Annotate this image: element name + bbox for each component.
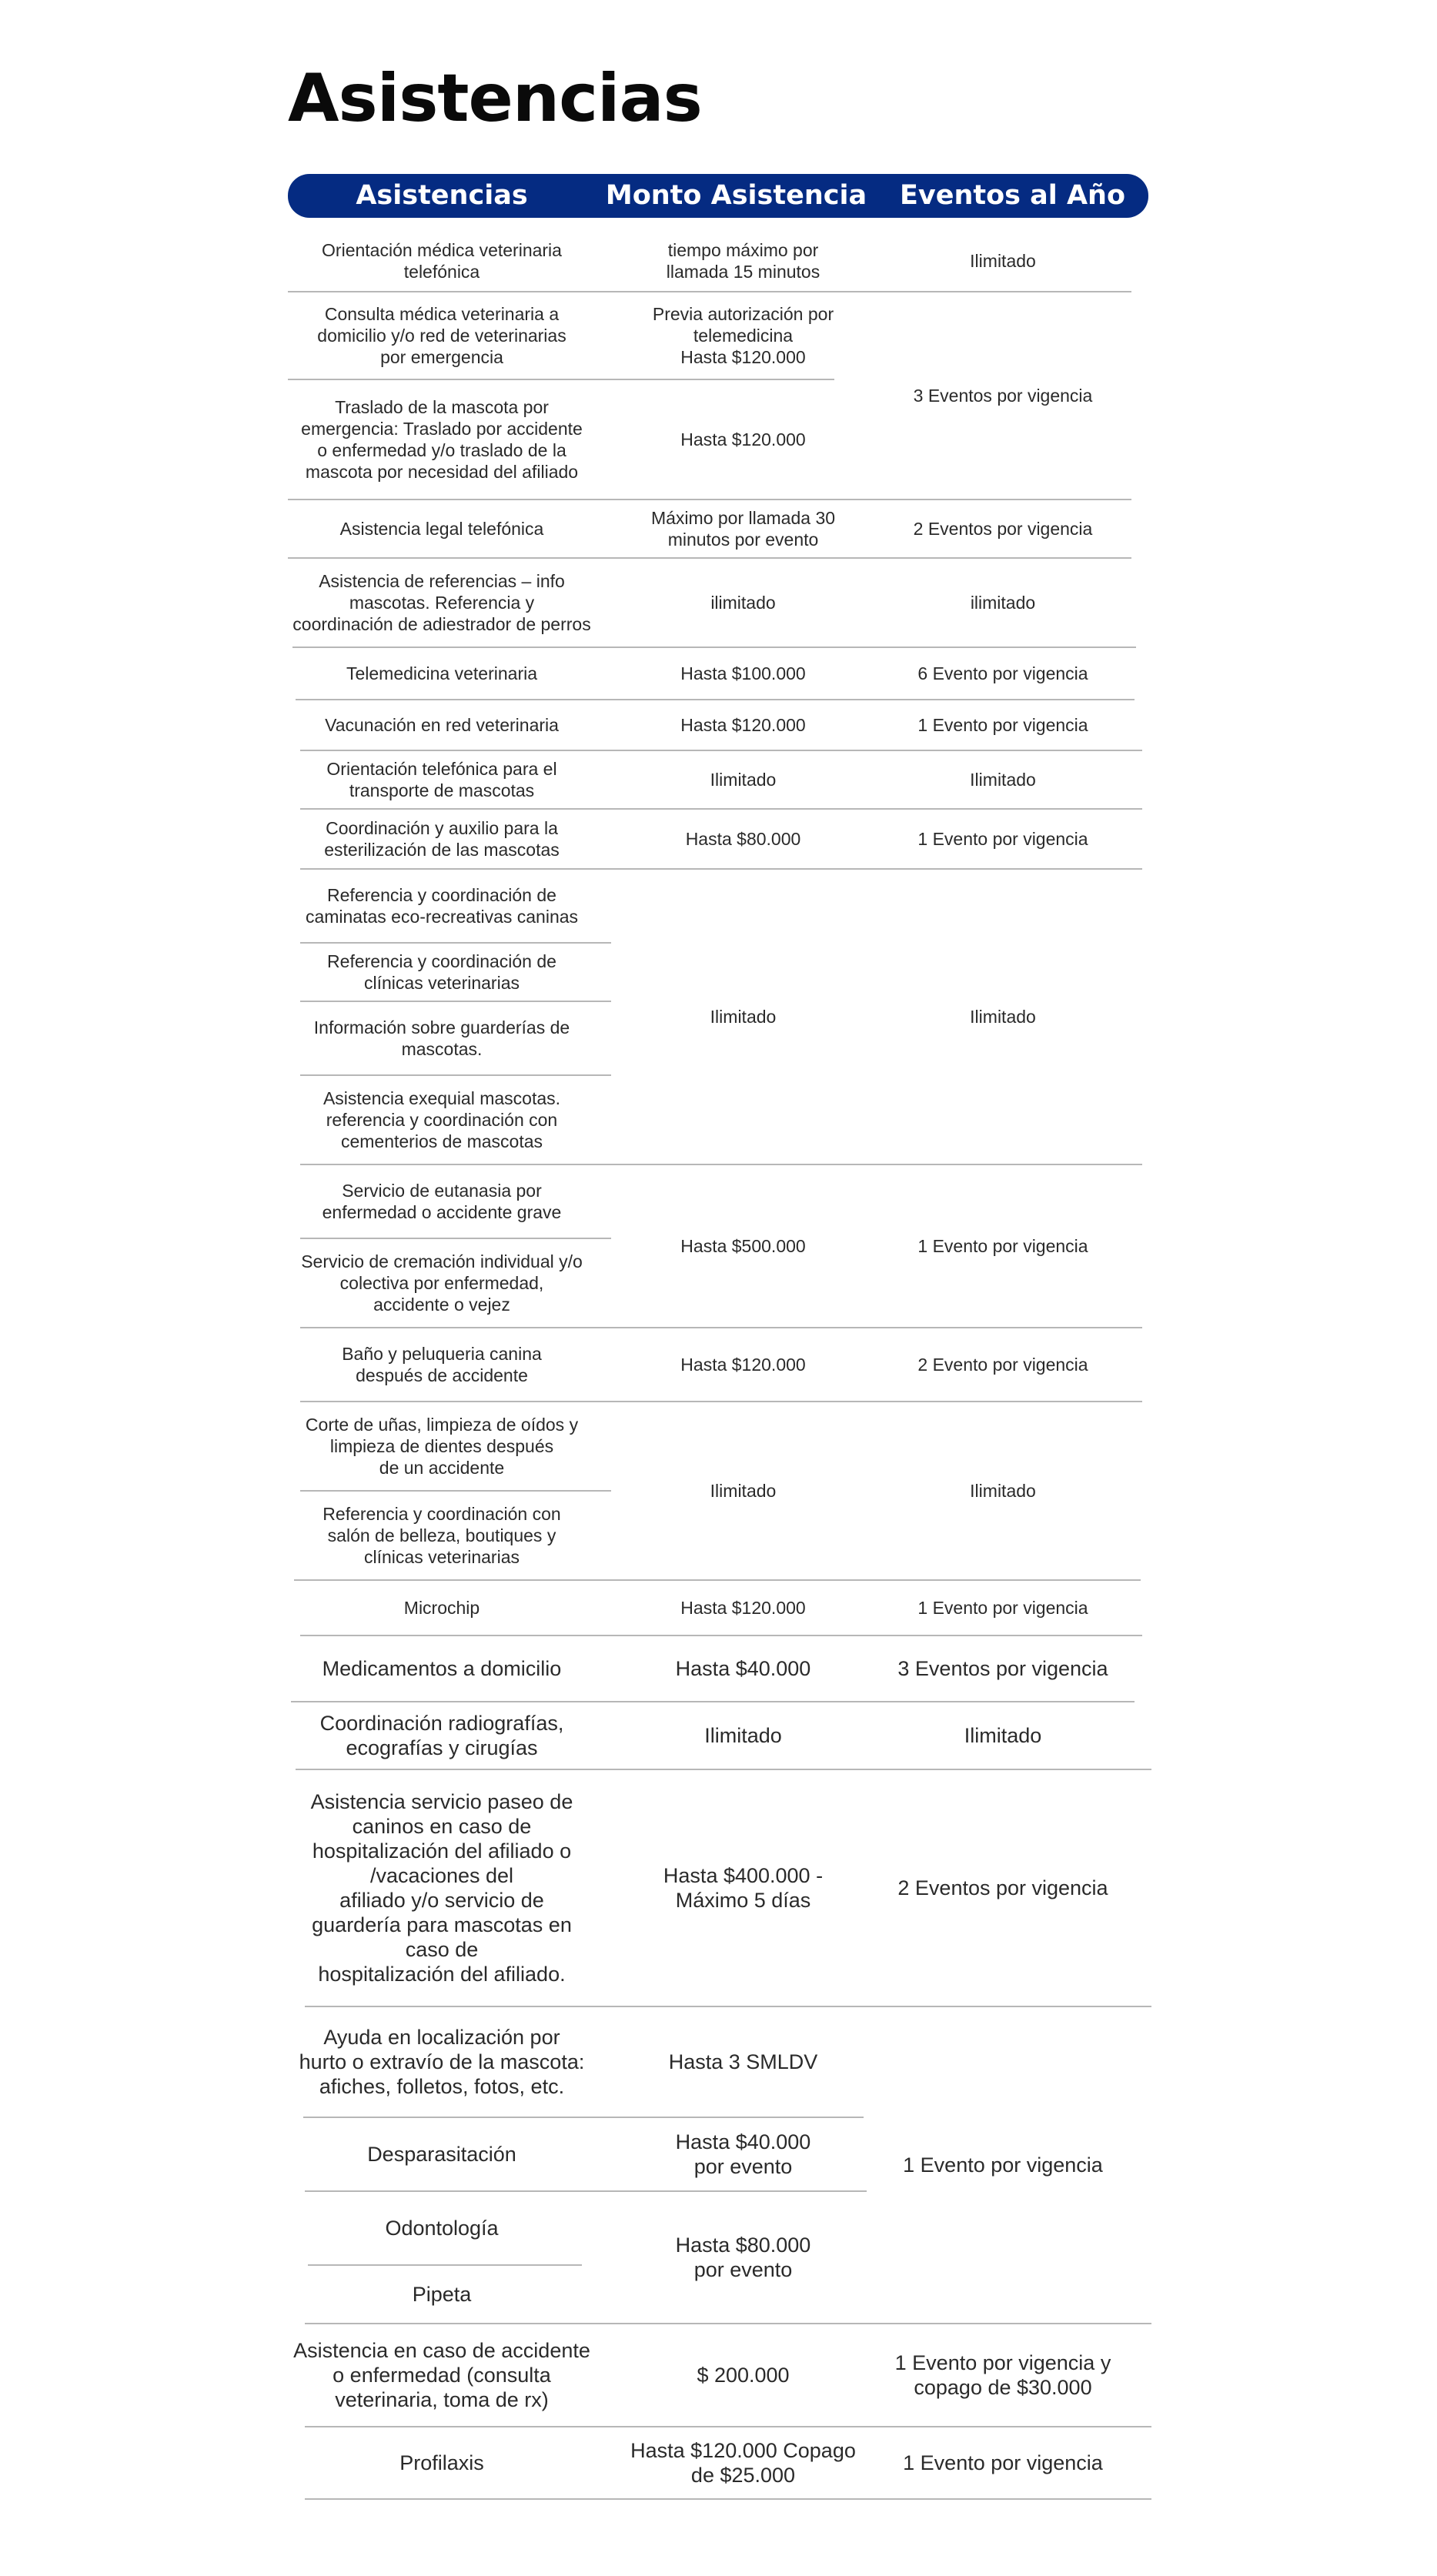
row-21-eventos: Ilimitado <box>964 1724 1042 1747</box>
row-7-asistencia: Vacunación en red veterinaria <box>325 715 559 735</box>
row-2-eventos: 3 Eventos por vigencia <box>913 386 1093 406</box>
row-21-monto: Ilimitado <box>704 1724 782 1747</box>
row-12-asistencia: Información sobre guarderías de mascotas. <box>313 1017 570 1059</box>
row-20-eventos: 3 Eventos por vigencia <box>897 1657 1108 1680</box>
header-monto: Monto Asistencia <box>605 180 867 211</box>
row-6-eventos: 6 Evento por vigencia <box>917 663 1088 683</box>
row-15-asistencia: Servicio de cremación individual y/o colectiva por enfermedad, accidente o vejez <box>301 1251 583 1315</box>
row-divider <box>300 942 611 944</box>
row-10-asistencia: Referencia y coordinación de caminatas eco-recreativas caninas <box>305 885 579 927</box>
row-16-eventos: 2 Evento por vigencia <box>917 1355 1088 1375</box>
row-divider <box>300 1327 1142 1328</box>
row-2-monto: Previa autorización por telemedicina Hasta $120.000 <box>652 304 834 367</box>
row-17-monto: Ilimitado <box>710 1481 777 1501</box>
row-divider <box>305 2323 1151 2324</box>
row-6-asistencia: Telemedicina veterinaria <box>346 663 537 683</box>
header-asistencias: Asistencias <box>356 180 528 211</box>
row-22-monto: Hasta $400.000 - Máximo 5 días <box>663 1864 824 1912</box>
row-4-asistencia: Asistencia legal telefónica <box>339 519 544 539</box>
row-7-monto: Hasta $120.000 <box>680 715 806 735</box>
row-divider <box>288 557 1131 559</box>
row-divider <box>292 647 1136 648</box>
row-14-asistencia: Servicio de eutanasia por enfermedad o accidente grave <box>322 1181 562 1222</box>
row-14-eventos: 1 Evento por vigencia <box>917 1236 1088 1256</box>
header-eventos: Eventos al Año <box>899 180 1126 211</box>
row-1-eventos: Ilimitado <box>970 251 1036 271</box>
row-25-asistencia: Odontología <box>385 2217 499 2240</box>
row-22-eventos: 2 Eventos por vigencia <box>897 1876 1108 1899</box>
row-8-eventos: Ilimitado <box>970 770 1036 790</box>
row-6-monto: Hasta $100.000 <box>680 663 806 683</box>
row-5-eventos: ilimitado <box>970 593 1036 613</box>
row-28-asistencia: Profilaxis <box>399 2451 484 2474</box>
row-divider <box>300 868 1142 870</box>
row-divider <box>300 1401 1142 1402</box>
row-divider <box>300 1490 611 1492</box>
row-divider <box>300 1001 611 1002</box>
row-divider <box>291 1701 1135 1702</box>
row-23-eventos: 1 Evento por vigencia <box>903 2153 1103 2177</box>
row-10-monto: Ilimitado <box>710 1007 777 1027</box>
row-17-asistencia: Corte de uñas, limpieza de oídos y limpieza de dientes después de un accidente <box>305 1415 579 1478</box>
row-divider <box>300 750 1142 751</box>
row-16-asistencia: Baño y peluqueria canina después de accidente <box>342 1344 542 1385</box>
row-19-eventos: 1 Evento por vigencia <box>917 1598 1088 1618</box>
row-18-asistencia: Referencia y coordinación con salón de belleza, boutiques y clínicas veterinarias <box>322 1504 561 1567</box>
row-10-eventos: Ilimitado <box>970 1007 1036 1027</box>
row-divider <box>300 1635 1142 1636</box>
row-5-asistencia: Asistencia de referencias – info mascotas. Referencia y coordinación de adiestrador de perros <box>292 571 591 634</box>
row-3-asistencia: Traslado de la mascota por emergencia: Traslado por accidente o enfermedad y/o traslado de la mascota por necesidad del afiliado <box>301 397 583 482</box>
row-divider <box>296 1769 1151 1770</box>
row-19-monto: Hasta $120.000 <box>680 1598 806 1618</box>
row-13-asistencia: Asistencia exequial mascotas. referencia y coordinación con cementerios de mascotas <box>322 1088 561 1151</box>
row-22-asistencia: Asistencia servicio paseo de caninos en caso de hospitalización del afiliado o /vacaciones del afiliado y/o servicio de guardería para mascotas en caso de hospitalización del afiliado. <box>310 1790 573 1986</box>
row-divider <box>305 2426 1151 2427</box>
row-divider <box>305 2498 1151 2500</box>
row-9-monto: Hasta $80.000 <box>685 829 801 849</box>
row-divider <box>305 2190 867 2192</box>
page-title: Asistencias <box>288 60 702 137</box>
row-11-asistencia: Referencia y coordinación de clínicas veterinarias <box>327 951 556 993</box>
row-1-asistencia: Orientación médica veterinaria telefónica <box>322 240 562 282</box>
row-divider <box>305 2006 1151 2007</box>
row-23-asistencia: Ayuda en localización por hurto o extravío de la mascota: afiches, folletos, fotos, etc. <box>299 2026 585 2098</box>
row-8-asistencia: Orientación telefónica para el transporte de mascotas <box>326 759 557 800</box>
row-19-asistencia: Microchip <box>403 1598 480 1618</box>
row-divider <box>308 2264 582 2266</box>
row-27-eventos: 1 Evento por vigencia y copago de $30.000 <box>894 2351 1111 2399</box>
row-9-eventos: 1 Evento por vigencia <box>917 829 1088 849</box>
row-16-monto: Hasta $120.000 <box>680 1355 806 1375</box>
row-28-monto: Hasta $120.000 Copago de $25.000 <box>630 2439 856 2487</box>
row-17-eventos: Ilimitado <box>970 1481 1036 1501</box>
row-1-monto: tiempo máximo por llamada 15 minutos <box>666 240 820 282</box>
row-divider <box>288 291 1131 292</box>
row-4-eventos: 2 Eventos por vigencia <box>913 519 1093 539</box>
row-26-asistencia: Pipeta <box>412 2283 472 2306</box>
row-21-asistencia: Coordinación radiografías, ecografías y cirugías <box>319 1712 564 1759</box>
row-divider <box>294 1579 1141 1581</box>
row-divider <box>296 699 1135 700</box>
row-divider <box>300 1074 611 1076</box>
table-header <box>288 174 1148 218</box>
row-divider <box>288 379 834 380</box>
row-28-eventos: 1 Evento por vigencia <box>903 2451 1103 2474</box>
row-divider <box>303 2117 864 2118</box>
row-25-monto: Hasta $80.000 por evento <box>675 2234 811 2281</box>
row-2-asistencia: Consulta médica veterinaria a domicilio y/o red de veterinarias por emergencia <box>317 304 566 367</box>
row-24-monto: Hasta $40.000 por evento <box>675 2130 811 2178</box>
row-3-monto: Hasta $120.000 <box>680 429 806 449</box>
row-20-asistencia: Medicamentos a domicilio <box>322 1657 562 1680</box>
row-20-monto: Hasta $40.000 <box>675 1657 811 1680</box>
row-divider <box>300 1238 611 1239</box>
row-divider <box>300 808 1142 810</box>
row-5-monto: ilimitado <box>710 593 776 613</box>
row-8-monto: Ilimitado <box>710 770 777 790</box>
row-14-monto: Hasta $500.000 <box>680 1236 806 1256</box>
row-23-monto: Hasta 3 SMLDV <box>668 2050 818 2073</box>
row-divider <box>300 1164 1142 1165</box>
row-24-asistencia: Desparasitación <box>367 2143 516 2166</box>
row-27-monto: $ 200.000 <box>697 2364 790 2387</box>
row-27-asistencia: Asistencia en caso de accidente o enfermedad (consulta veterinaria, toma de rx) <box>293 2339 590 2411</box>
row-divider <box>288 499 1131 500</box>
row-9-asistencia: Coordinación y auxilio para la esterilización de las mascotas <box>324 818 560 860</box>
row-7-eventos: 1 Evento por vigencia <box>917 715 1088 735</box>
row-4-monto: Máximo por llamada 30 minutos por evento <box>650 508 836 550</box>
